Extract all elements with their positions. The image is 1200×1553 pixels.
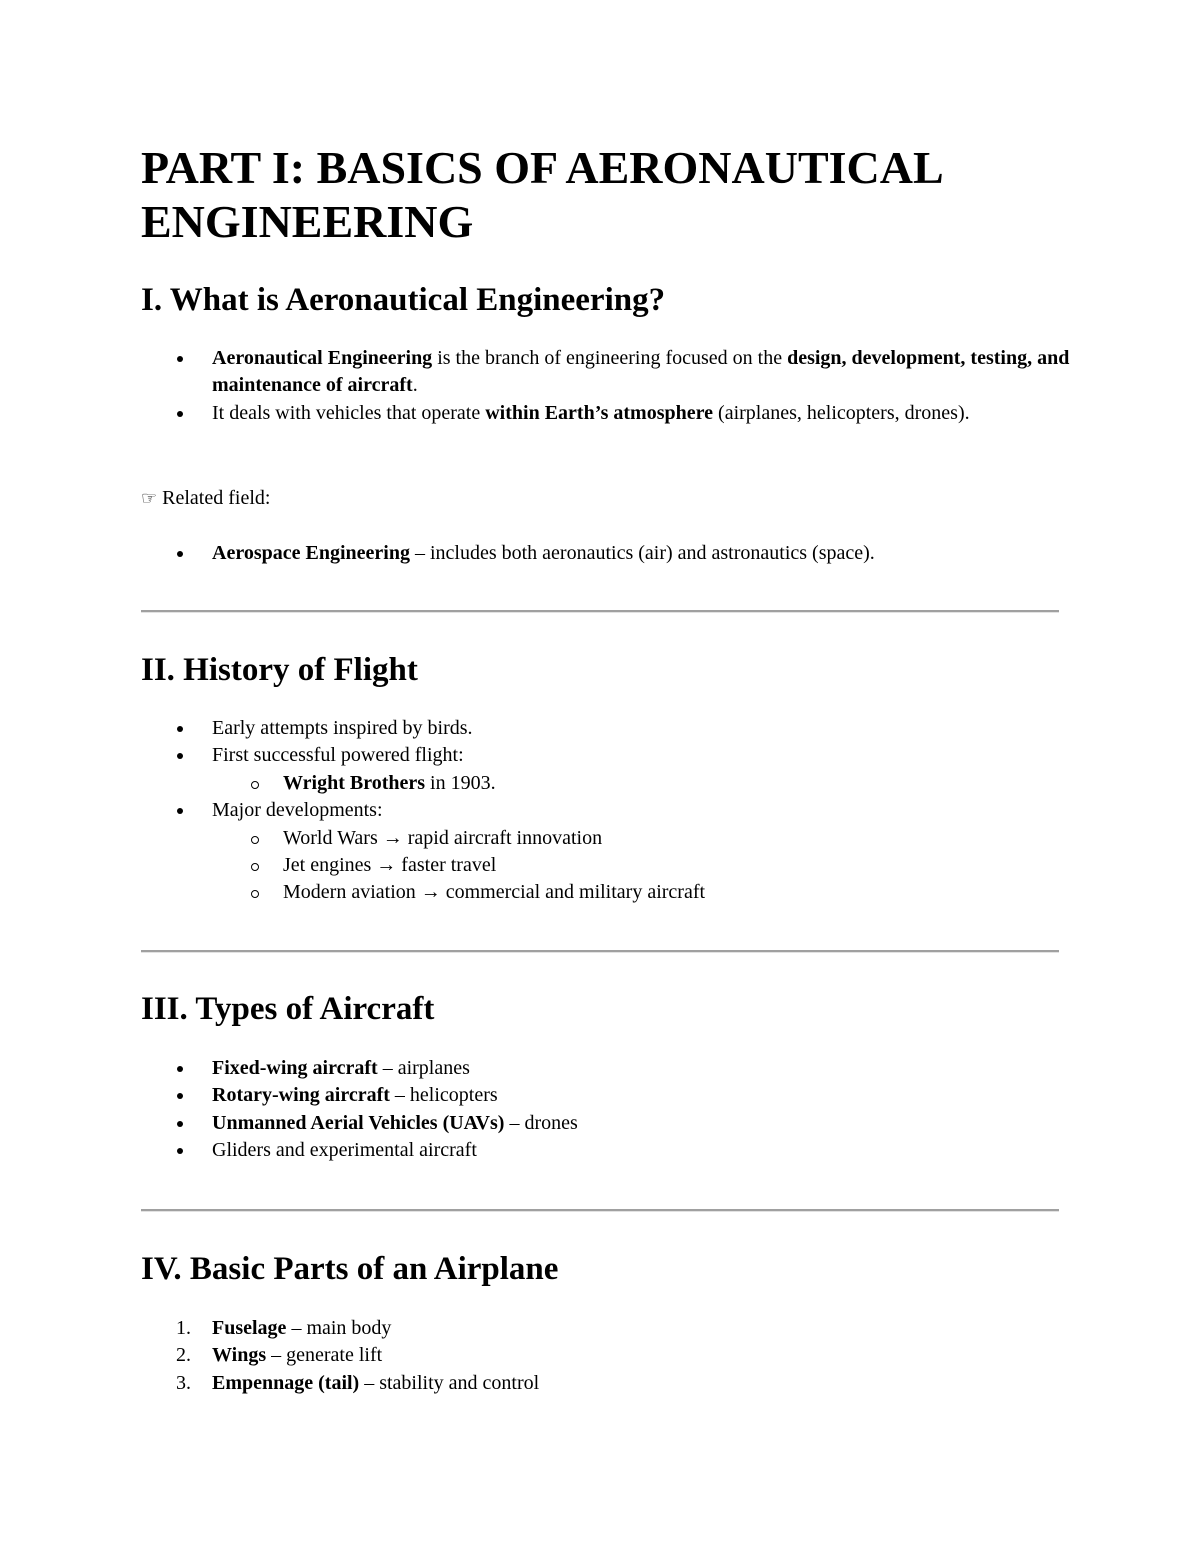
sub-list-item: World Wars → rapid aircraft innovation [283, 825, 1072, 852]
sub-list-item: Jet engines → faster travel [283, 852, 1072, 879]
section-heading-parts: IV. Basic Parts of an Airplane [141, 1251, 559, 1287]
list-item: It deals with vehicles that operate within Earth’s atmosphere (airplanes, helicopters, drones). [212, 400, 1072, 427]
history-list [212, 715, 1072, 907]
related-field-list [212, 540, 1072, 567]
horizontal-divider [141, 950, 1059, 953]
related-field-label: ☞ Related field: [141, 487, 271, 509]
list-item: Early attempts inspired by birds. [212, 715, 1072, 742]
list-item: Aeronautical Engineering is the branch of engineering focused on the design, development, testing, and maintenance of aircraft. [212, 345, 1072, 400]
list-item: Major developments: World Wars → rapid aircraft innovation Jet engines → faster travel Modern aviation → commercial and military aircraft [212, 797, 1072, 907]
section-heading-types: III. Types of Aircraft [141, 991, 435, 1027]
section-heading-history: II. History of Flight [141, 652, 418, 688]
list-item: Aerospace Engineering – includes both aeronautics (air) and astronautics (space). [212, 540, 1072, 567]
sub-list-item: Modern aviation → commercial and military aircraft [283, 879, 1072, 906]
sub-list [283, 825, 1072, 907]
sub-list [283, 770, 1072, 797]
list-item: 3. Empennage (tail) – stability and control [176, 1371, 540, 1394]
list-item: First successful powered flight: Wright Brothers in 1903. [212, 742, 1072, 797]
aircraft-types-list [212, 1055, 1072, 1165]
page-title: PART I: BASICS OF AERONAUTICAL ENGINEERING [141, 142, 942, 247]
list-item: Unmanned Aerial Vehicles (UAVs) – drones [212, 1110, 1072, 1137]
list-item: Fixed-wing aircraft – airplanes [212, 1055, 1072, 1082]
definition-list [212, 345, 1072, 427]
horizontal-divider [141, 610, 1059, 613]
list-item: Rotary-wing aircraft – helicopters [212, 1082, 1072, 1109]
list-item: 1. Fuselage – main body [176, 1317, 392, 1339]
pointing-hand-icon: ☞ [141, 488, 158, 509]
list-item: Gliders and experimental aircraft [212, 1137, 1072, 1164]
horizontal-divider [141, 1209, 1059, 1212]
list-item: 2. Wings – generate lift [176, 1344, 383, 1367]
sub-list-item: Wright Brothers in 1903. [283, 770, 1072, 797]
airplane-parts-list [176, 1315, 1072, 1397]
section-heading-what-is: I. What is Aeronautical Engineering? [141, 282, 666, 318]
